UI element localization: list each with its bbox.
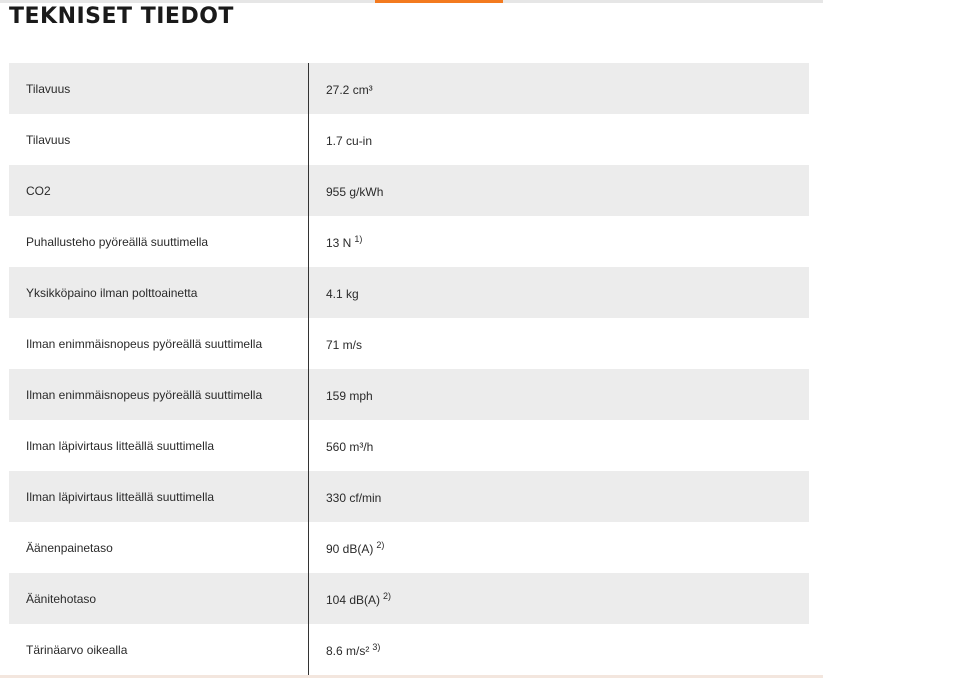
- spec-row: [9, 624, 809, 675]
- spec-value: 104 dB(A): [326, 592, 381, 607]
- spec-label: Ilman enimmäisnopeus pyöreällä suuttimella: [9, 369, 309, 420]
- spec-value: 8.6 m/s²: [326, 643, 370, 658]
- spec-value-cell: [309, 369, 810, 420]
- spec-row: [9, 216, 809, 267]
- spec-row: [9, 63, 809, 114]
- spec-value-cell: [309, 420, 810, 471]
- spec-table: [9, 63, 809, 675]
- spec-value: 71 m/s: [326, 337, 363, 352]
- spec-label: Tilavuus: [9, 63, 309, 114]
- spec-label: Puhallusteho pyöreällä suuttimella: [9, 216, 309, 267]
- spec-value: 330 cf/min: [326, 490, 382, 505]
- spec-label: Äänitehotaso: [9, 573, 309, 624]
- spec-value-cell: [309, 522, 810, 573]
- spec-row: [9, 471, 809, 522]
- spec-label: Ilman enimmäisnopeus pyöreällä suuttimella: [9, 318, 309, 369]
- spec-row: [9, 369, 809, 420]
- spec-value: 90 dB(A): [326, 541, 374, 556]
- spec-value-cell: [309, 114, 810, 165]
- spec-label: Äänenpainetaso: [9, 522, 309, 573]
- spec-value: 1.7 cu-in: [326, 133, 373, 148]
- spec-value-cell: [309, 624, 810, 675]
- spec-value-cell: [309, 216, 810, 267]
- spec-value: 955 g/kWh: [326, 184, 384, 199]
- spec-footnote: 2): [383, 590, 392, 601]
- spec-value: 13 N: [326, 235, 352, 250]
- spec-label: Tärinäarvo oikealla: [9, 624, 309, 675]
- spec-label: Yksikköpaino ilman polttoainetta: [9, 267, 309, 318]
- spec-row: [9, 318, 809, 369]
- spec-row: [9, 267, 809, 318]
- spec-footnote: 1): [354, 233, 363, 244]
- spec-value: 4.1 kg: [326, 286, 359, 301]
- spec-value: 560 m³/h: [326, 439, 374, 454]
- spec-row: [9, 420, 809, 471]
- spec-row: [9, 165, 809, 216]
- section-title: TEKNISET TIEDOT: [9, 4, 234, 29]
- spec-label: CO2: [9, 165, 309, 216]
- spec-row: [9, 114, 809, 165]
- spec-value-cell: [309, 471, 810, 522]
- spec-value: 27.2 cm³: [326, 82, 373, 97]
- spec-value-cell: [309, 318, 810, 369]
- spec-row: [9, 573, 809, 624]
- spec-row: [9, 522, 809, 573]
- spec-label: Ilman läpivirtaus litteällä suuttimella: [9, 420, 309, 471]
- spec-value-cell: [309, 573, 810, 624]
- spec-label: Tilavuus: [9, 114, 309, 165]
- spec-label: Ilman läpivirtaus litteällä suuttimella: [9, 471, 309, 522]
- spec-value: 159 mph: [326, 388, 373, 403]
- active-tab-indicator: [375, 0, 503, 3]
- spec-footnote: 2): [376, 539, 385, 550]
- spec-footnote: 3): [372, 641, 381, 652]
- spec-value-cell: [309, 63, 810, 114]
- spec-value-cell: [309, 165, 810, 216]
- spec-value-cell: [309, 267, 810, 318]
